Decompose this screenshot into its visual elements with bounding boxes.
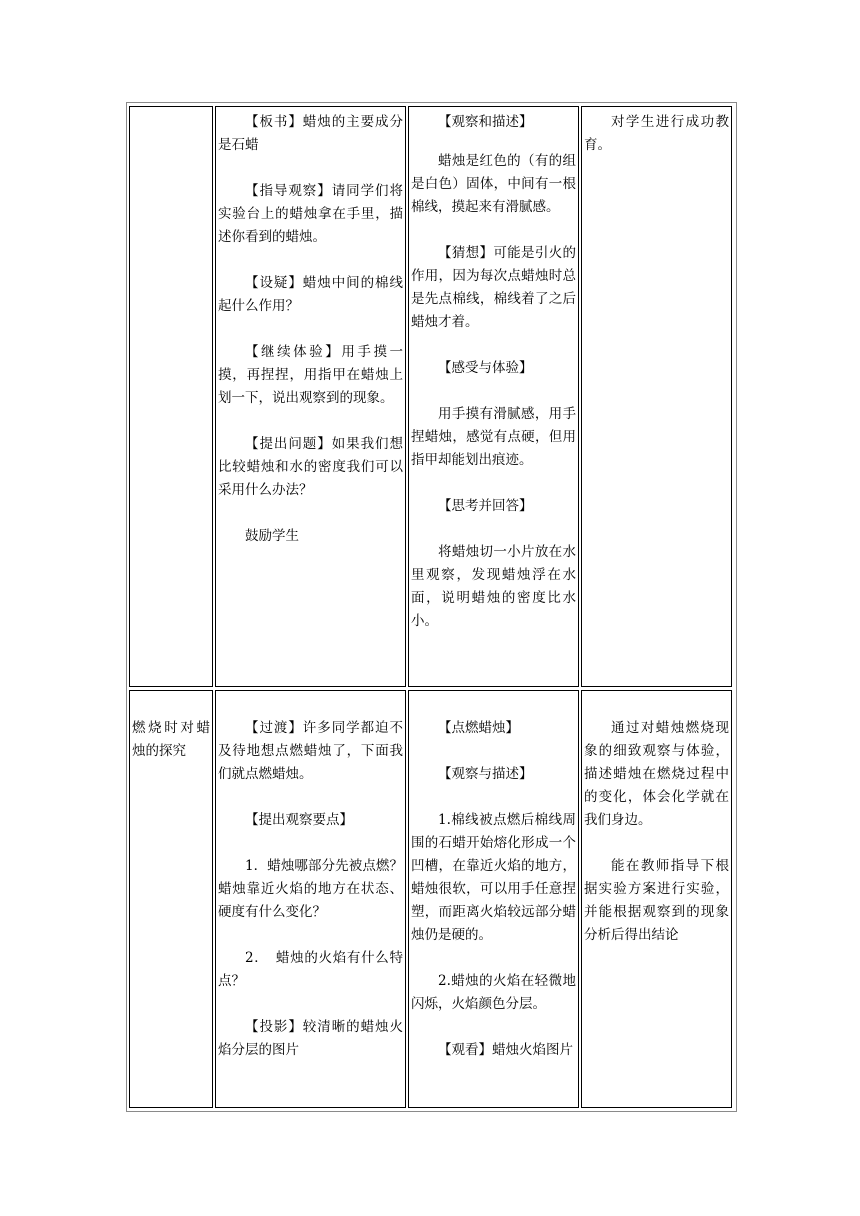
row2-student-light: 【点燃蜡烛】 — [438, 720, 519, 736]
row1-student-guess: 【猜想】可能是引火的作用，因为每次点蜡烛时总是先点棉线，棉线着了之后蜡烛才着。 — [411, 245, 576, 330]
row1-intent: 对学生进行成功教育。 — [584, 114, 729, 153]
row2-intent-1: 通过对蜡烛燃烧现象的细致观察与体验，描述蜡烛在燃烧过程中的变化，体会化学就在我们身边。 — [584, 720, 729, 828]
row2-student-observe-heading: 【观察与描述】 — [438, 766, 533, 782]
row2-teacher-point-1: 1．蜡烛哪部分先被点燃？蜡烛靠近火焰的地方在状态、硬度有什么变化？ — [218, 858, 403, 920]
row1-student-observe: 蜡烛是红色的（有的组是白色）固体，中间有一根棉线，摸起来有滑腻感。 — [411, 153, 576, 215]
row2-student-watch: 【观看】蜡烛火焰图片 — [438, 1042, 573, 1058]
row1-teacher-cell — [215, 106, 406, 687]
row2-intent-2: 能在教师指导下根据实验方案进行实验，并能根据观察到的现象分析后得出结论 — [584, 858, 729, 943]
row1-student-feel: 用手摸有滑腻感，用手捏蜡烛，感觉有点硬，但用指甲却能划出痕迹。 — [411, 406, 576, 468]
row2-teacher-projection: 【投影】较清晰的蜡烛火焰分层的图片 — [218, 1019, 403, 1058]
row2-teacher-transition: 【过渡】许多同学都迫不及待地想点燃蜡烛了，下面我们就点燃蜡烛。 — [218, 720, 403, 782]
row2-student-observe-1: 1.棉线被点燃后棉线周围的石蜡开始熔化形成一个凹槽，在靠近火焰的地方，蜡烛很软，可以用手任意捏塑，而距离火焰较远部分蜡烛仍是硬的。 — [411, 812, 576, 943]
row1-intent-cell — [581, 106, 732, 687]
row1-student-think-heading: 【思考并回答】 — [438, 498, 533, 514]
row2-teacher-cell — [215, 690, 406, 1108]
row1-teacher-encourage: 鼓励学生 — [245, 528, 299, 544]
row2-topic-cell — [129, 690, 213, 1108]
row1-student-cell — [408, 106, 579, 687]
row2-student-cell — [408, 690, 579, 1108]
row1-student-observe-heading: 【观察和描述】 — [438, 114, 533, 130]
row1-student-feel-heading: 【感受与体验】 — [438, 360, 533, 376]
row1-teacher-guide: 【指导观察】请同学们将实验台上的蜡烛拿在手里，描述你看到的蜡烛。 — [218, 183, 403, 245]
row1-teacher-experience: 【继续体验】用手摸一摸，再捏捏，用指甲在蜡烛上划一下，说出观察到的现象。 — [218, 344, 403, 406]
row1-teacher-question: 【设疑】蜡烛中间的棉线起什么作用？ — [218, 275, 403, 314]
row2-teacher-points-heading: 【提出观察要点】 — [245, 812, 353, 828]
row1-topic-cell — [129, 106, 213, 687]
row2-student-observe-2: 2.蜡烛的火焰在轻微地闪烁，火焰颜色分层。 — [411, 973, 576, 1012]
row1-student-answer: 将蜡烛切一小片放在水里观察，发现蜡烛浮在水面，说明蜡烛的密度比水小。 — [411, 544, 576, 629]
row2-teacher-point-2: 2． 蜡烛的火焰有什么特点？ — [218, 950, 403, 989]
row2-intent-cell — [581, 690, 732, 1108]
row1-teacher-board: 【板书】蜡烛的主要成分是石蜡 — [218, 114, 403, 153]
row1-teacher-problem: 【提出问题】如果我们想比较蜡烛和水的密度我们可以采用什么办法？ — [218, 436, 403, 498]
row2-topic: 燃烧时对蜡烛的探究 — [132, 720, 210, 759]
lesson-plan-table — [126, 102, 737, 1112]
